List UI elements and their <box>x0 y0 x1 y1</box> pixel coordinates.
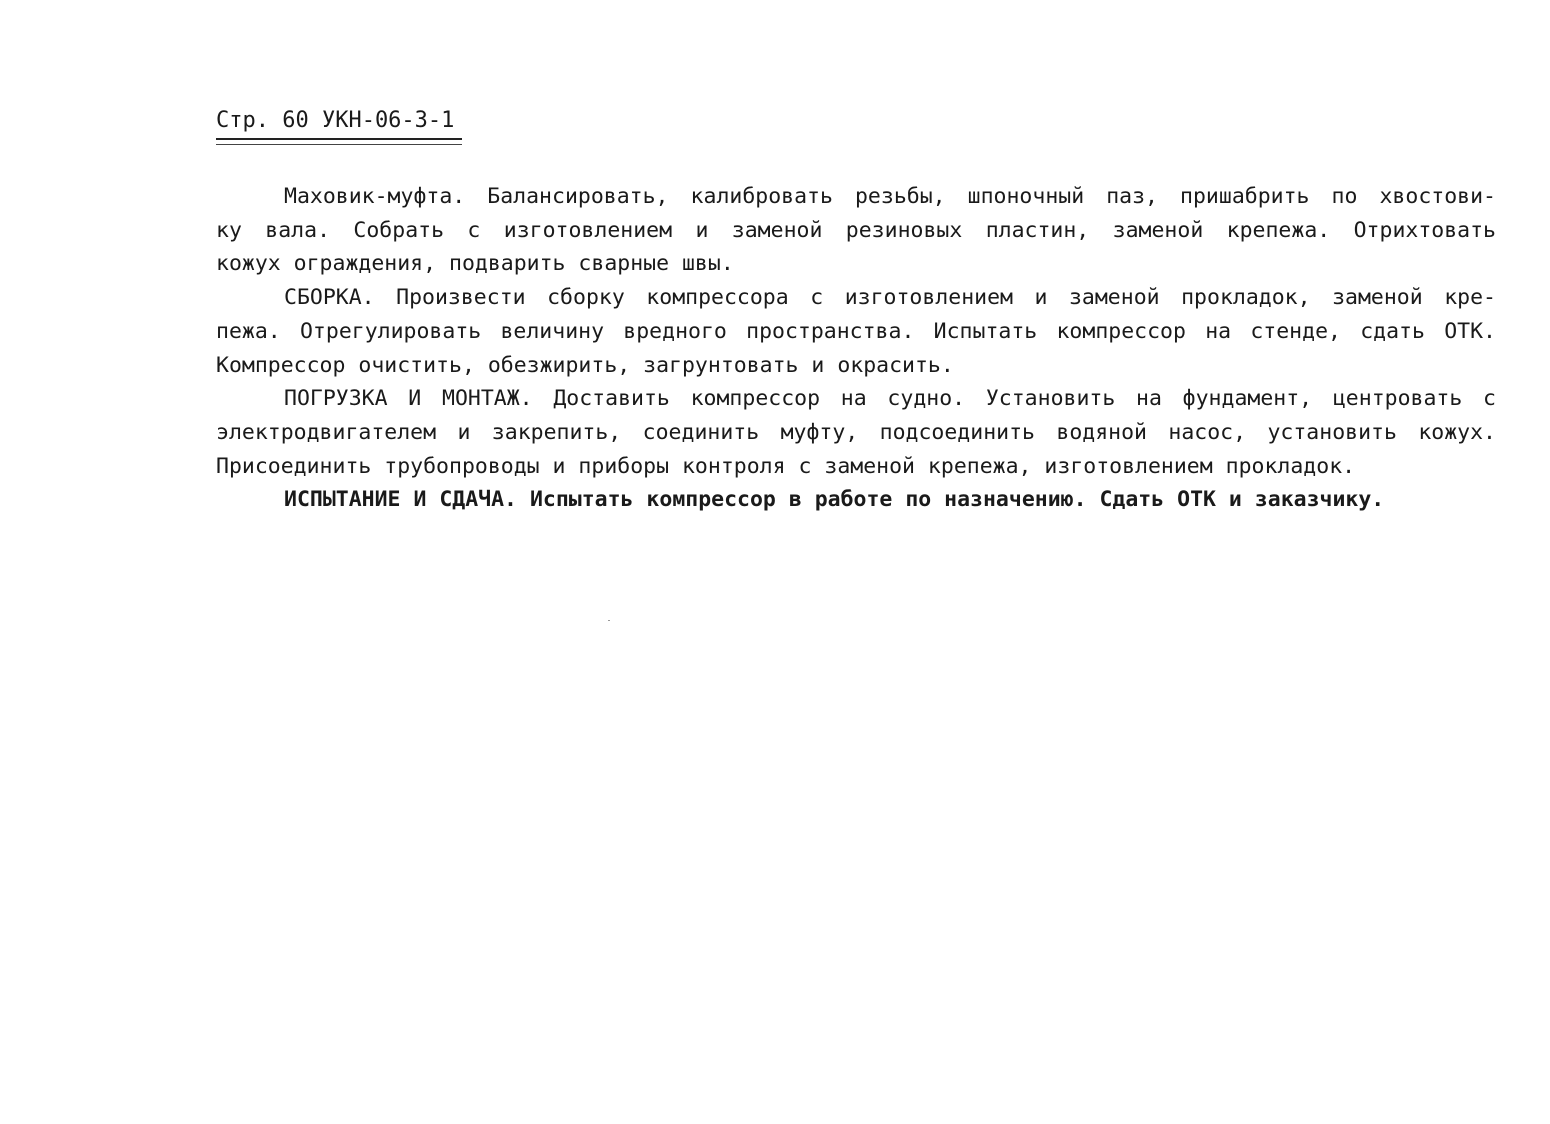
paragraph-loading-installation <box>216 382 1496 483</box>
paragraph-assembly <box>216 281 1496 382</box>
paragraph-line: ку вала. Собрать с изготовлением и заменой резиновых пластин, заменой крепежа. Отрихтовать <box>216 217 1496 243</box>
paragraph-line: кожух ограждения, подварить сварные швы. <box>216 251 734 277</box>
document-body <box>216 180 1496 517</box>
paragraph-flywheel-coupling <box>216 180 1496 281</box>
paragraph-testing-delivery <box>216 483 1496 517</box>
paragraph-line: Маховик-муфта. Балансировать, калибровать резьбы, шпоночный паз, пришабрить по хвостови- <box>284 184 1496 209</box>
paragraph-line: Компрессор очистить, обезжирить, загрунтовать и окрасить. <box>216 352 954 378</box>
paragraph-line: ПОГРУЗКА И МОНТАЖ. Доставить компрессор на судно. Установить на фундамент, центровать с <box>284 386 1496 412</box>
paragraph-line: электродвигателем и закрепить, соединить муфту, подсоединить водяной насос, установить кожух. <box>216 419 1496 445</box>
paragraph-line: Присоединить трубопроводы и приборы контроля с заменой крепежа, изготовлением прокладок. <box>216 453 1356 479</box>
paragraph-line: СБОРКА. Произвести сборку компрессора с изготовлением и заменой прокладок, заменой кре- <box>284 285 1496 311</box>
page-reference: Стр. 60 УКН-06-3-1 <box>216 108 455 133</box>
scan-speck <box>608 620 610 621</box>
header-underline <box>216 138 462 145</box>
paragraph-line: пежа. Отрегулировать величину вредного пространства. Испытать компрессор на стенде, сдать ОТК. <box>216 318 1496 344</box>
paragraph-line: ИСПЫТАНИЕ И СДАЧА. Испытать компрессор в работе по назначению. Сдать ОТК и заказчику. <box>284 487 1385 513</box>
